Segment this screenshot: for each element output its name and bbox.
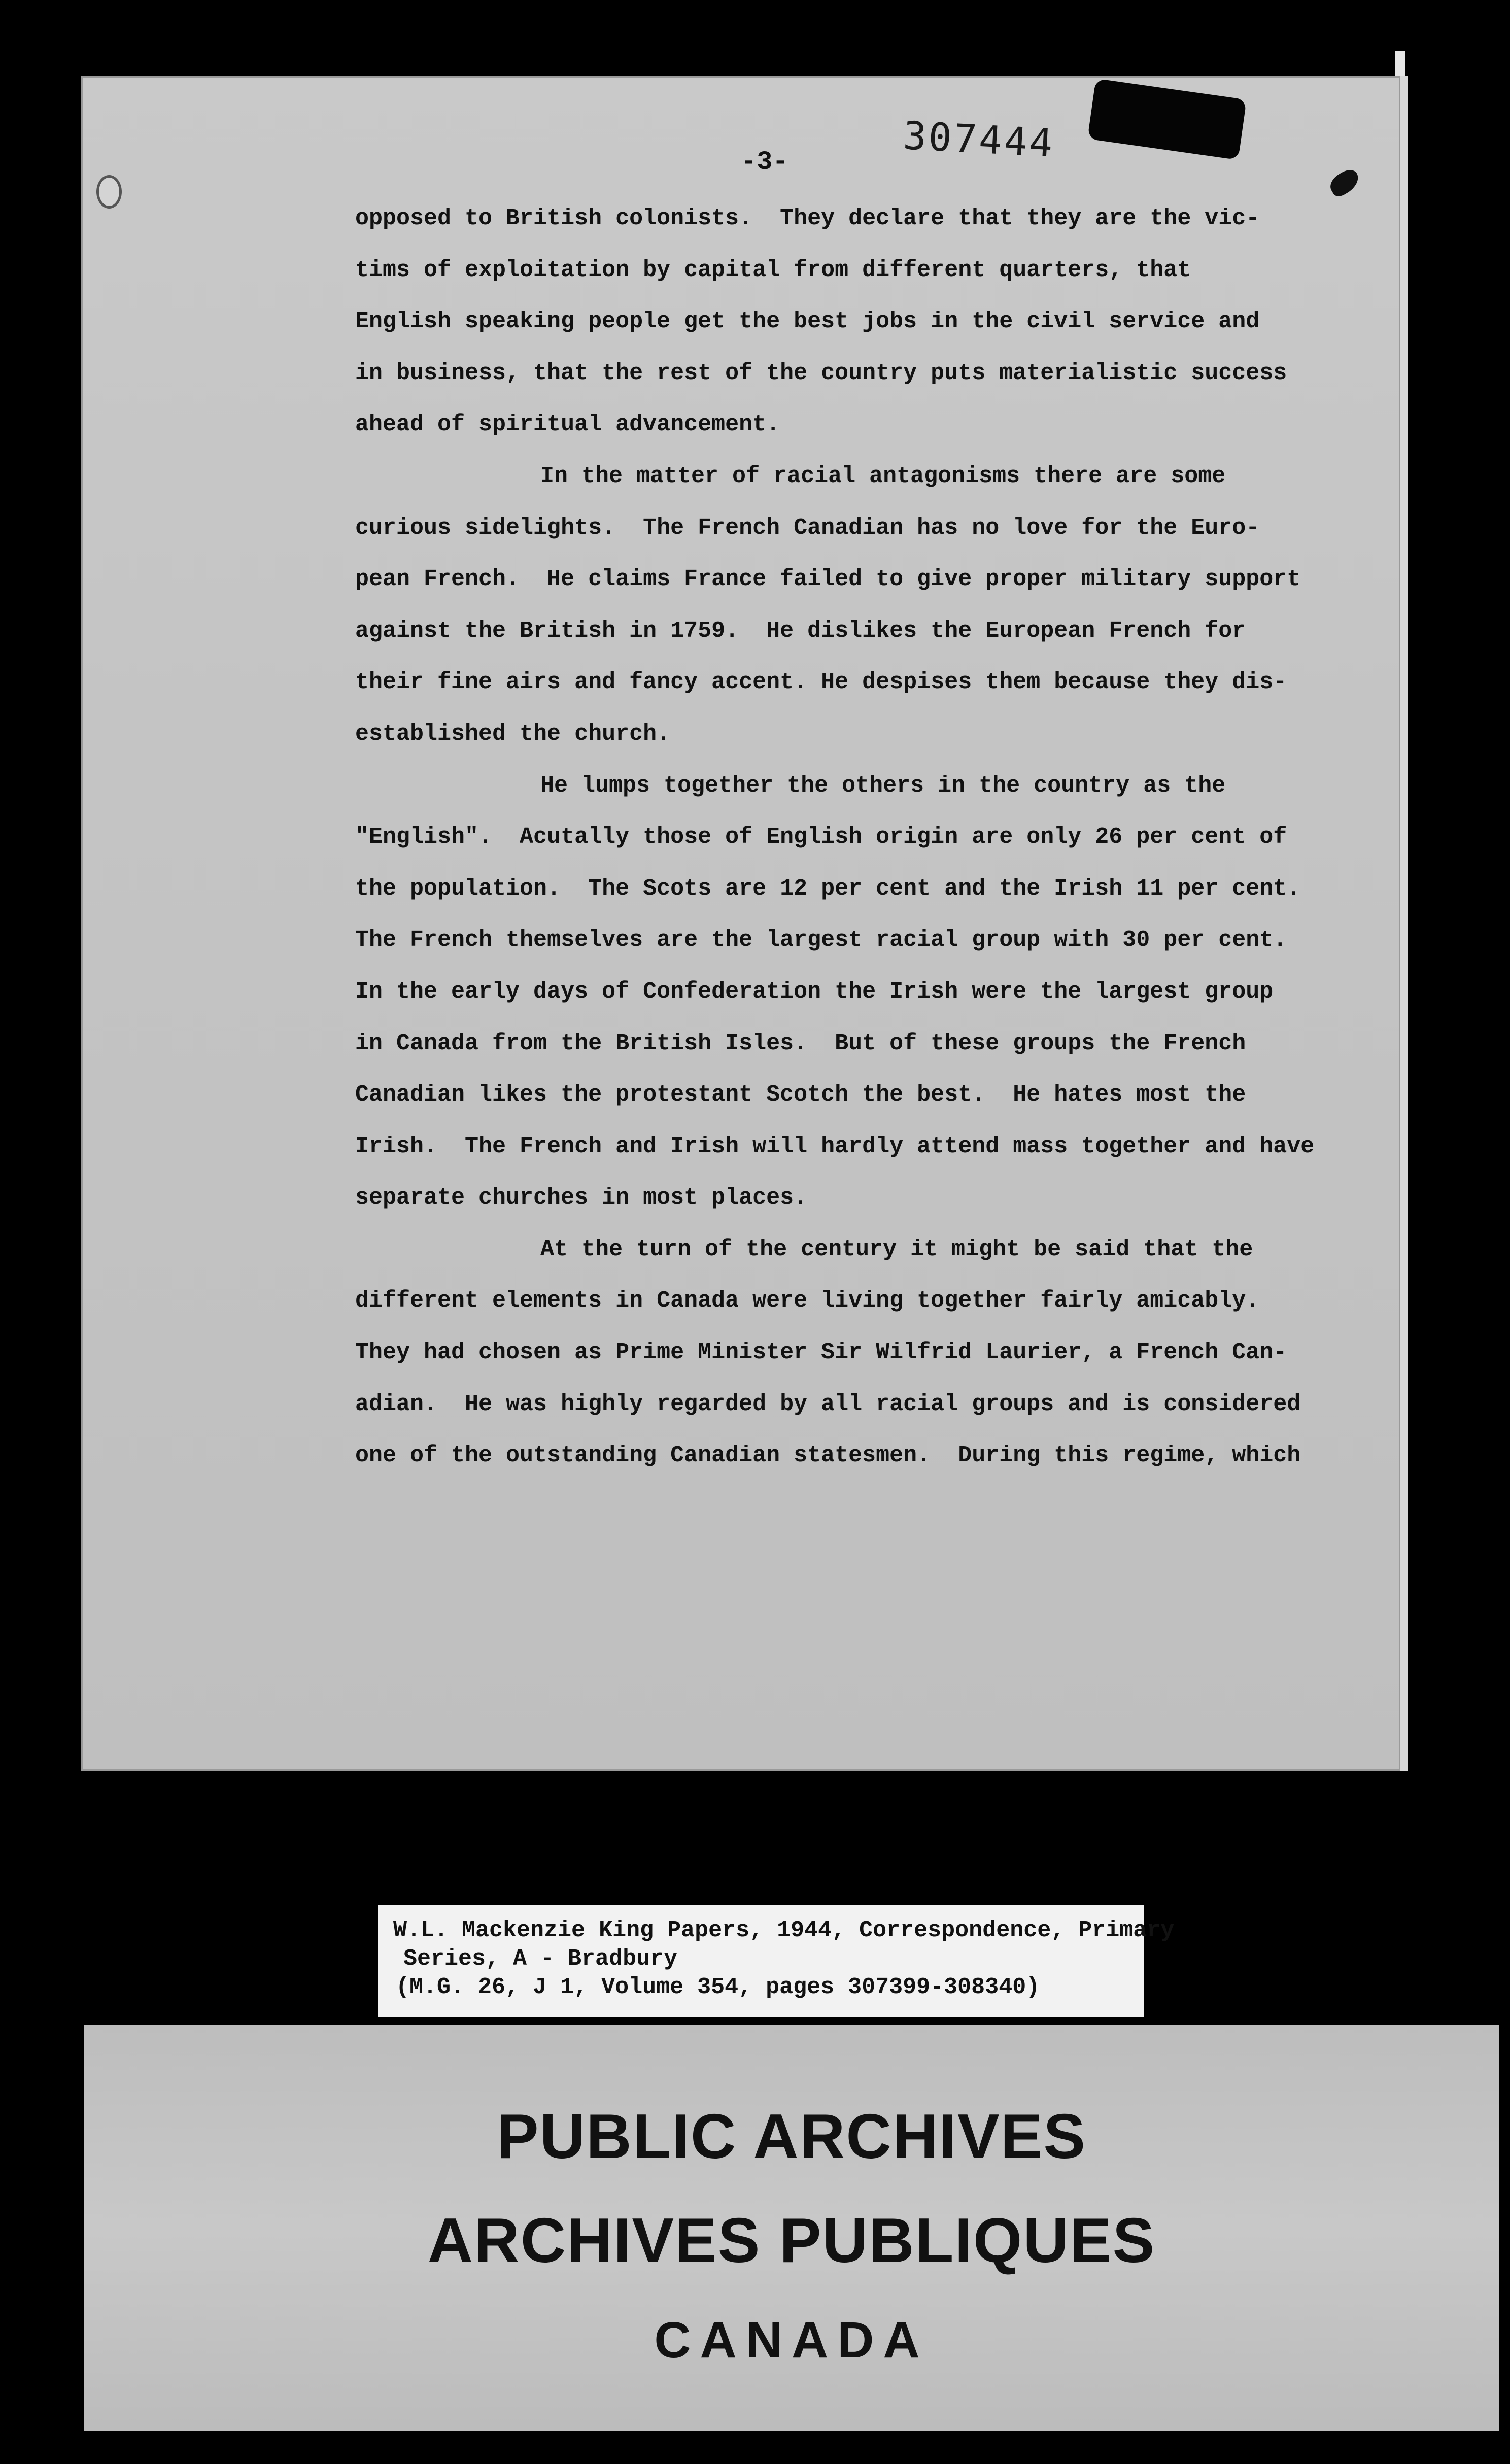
banner-line-french: ARCHIVES PUBLIQUES: [427, 2206, 1156, 2276]
text-line: English speaking people get the best jobs in the civil service and: [355, 309, 1260, 335]
text-line: In the matter of racial antagonisms there are some: [540, 463, 1226, 489]
text-line: opposed to British colonists. They declare that they are the vic-: [355, 206, 1260, 231]
text-line: "English". Acutally those of English origin are only 26 per cent of: [355, 824, 1287, 850]
citation-line: W.L. Mackenzie King Papers, 1944, Correspondence, Primary: [393, 1918, 1175, 1943]
text-line: the population. The Scots are 12 per cent and the Irish 11 per cent.: [355, 875, 1301, 902]
text-line: He lumps together the others in the country as the: [540, 772, 1226, 799]
text-line: Irish. The French and Irish will hardly attend mass together and have: [355, 1133, 1315, 1159]
banner-line-country: CANADA: [654, 2312, 929, 2369]
text-line: against the British in 1759. He dislikes the European French for: [355, 618, 1246, 644]
text-line: They had chosen as Prime Minister Sir Wilfrid Laurier, a French Can-: [355, 1340, 1287, 1366]
text-line: different elements in Canada were living together fairly amicably.: [355, 1288, 1260, 1314]
text-line: The French themselves are the largest racial group with 30 per cent.: [355, 927, 1287, 953]
archive-stamp-number: 307444: [902, 113, 1056, 166]
page-number: -3-: [741, 147, 788, 177]
text-line: one of the outstanding Canadian statesmen. During this regime, which: [355, 1443, 1301, 1469]
text-line: curious sidelights. The French Canadian has no love for the Euro-: [355, 515, 1260, 541]
text-line: separate churches in most places.: [355, 1185, 808, 1211]
text-line: their fine airs and fancy accent. He despises them because they dis-: [355, 669, 1287, 696]
text-line: adian. He was highly regarded by all racial groups and is considered: [355, 1391, 1301, 1417]
punch-hole: [96, 175, 122, 209]
citation-line: (M.G. 26, J 1, Volume 354, pages 307399-308340): [396, 1974, 1040, 2000]
citation-line: Series, A - Bradbury: [403, 1946, 678, 1972]
text-line: ahead of spiritual advancement.: [355, 412, 780, 438]
text-line: pean French. He claims France failed to give proper military support: [355, 566, 1301, 593]
text-line: Canadian likes the protestant Scotch the best. He hates most the: [355, 1082, 1246, 1108]
text-line: established the church.: [355, 721, 671, 747]
text-line: In the early days of Confederation the Irish were the largest group: [355, 978, 1274, 1005]
typed-body-text: [355, 193, 1319, 1482]
banner-line-english: PUBLIC ARCHIVES: [496, 2102, 1087, 2172]
text-line: in Canada from the British Isles. But of these groups the French: [355, 1030, 1246, 1056]
text-line: in business, that the rest of the country puts materialistic success: [355, 360, 1287, 386]
text-line: tims of exploitation by capital from different quarters, that: [355, 257, 1191, 283]
text-line: At the turn of the century it might be said that the: [540, 1236, 1253, 1262]
citation-label: [378, 1905, 1175, 2017]
archive-banner: [84, 2025, 1499, 2431]
